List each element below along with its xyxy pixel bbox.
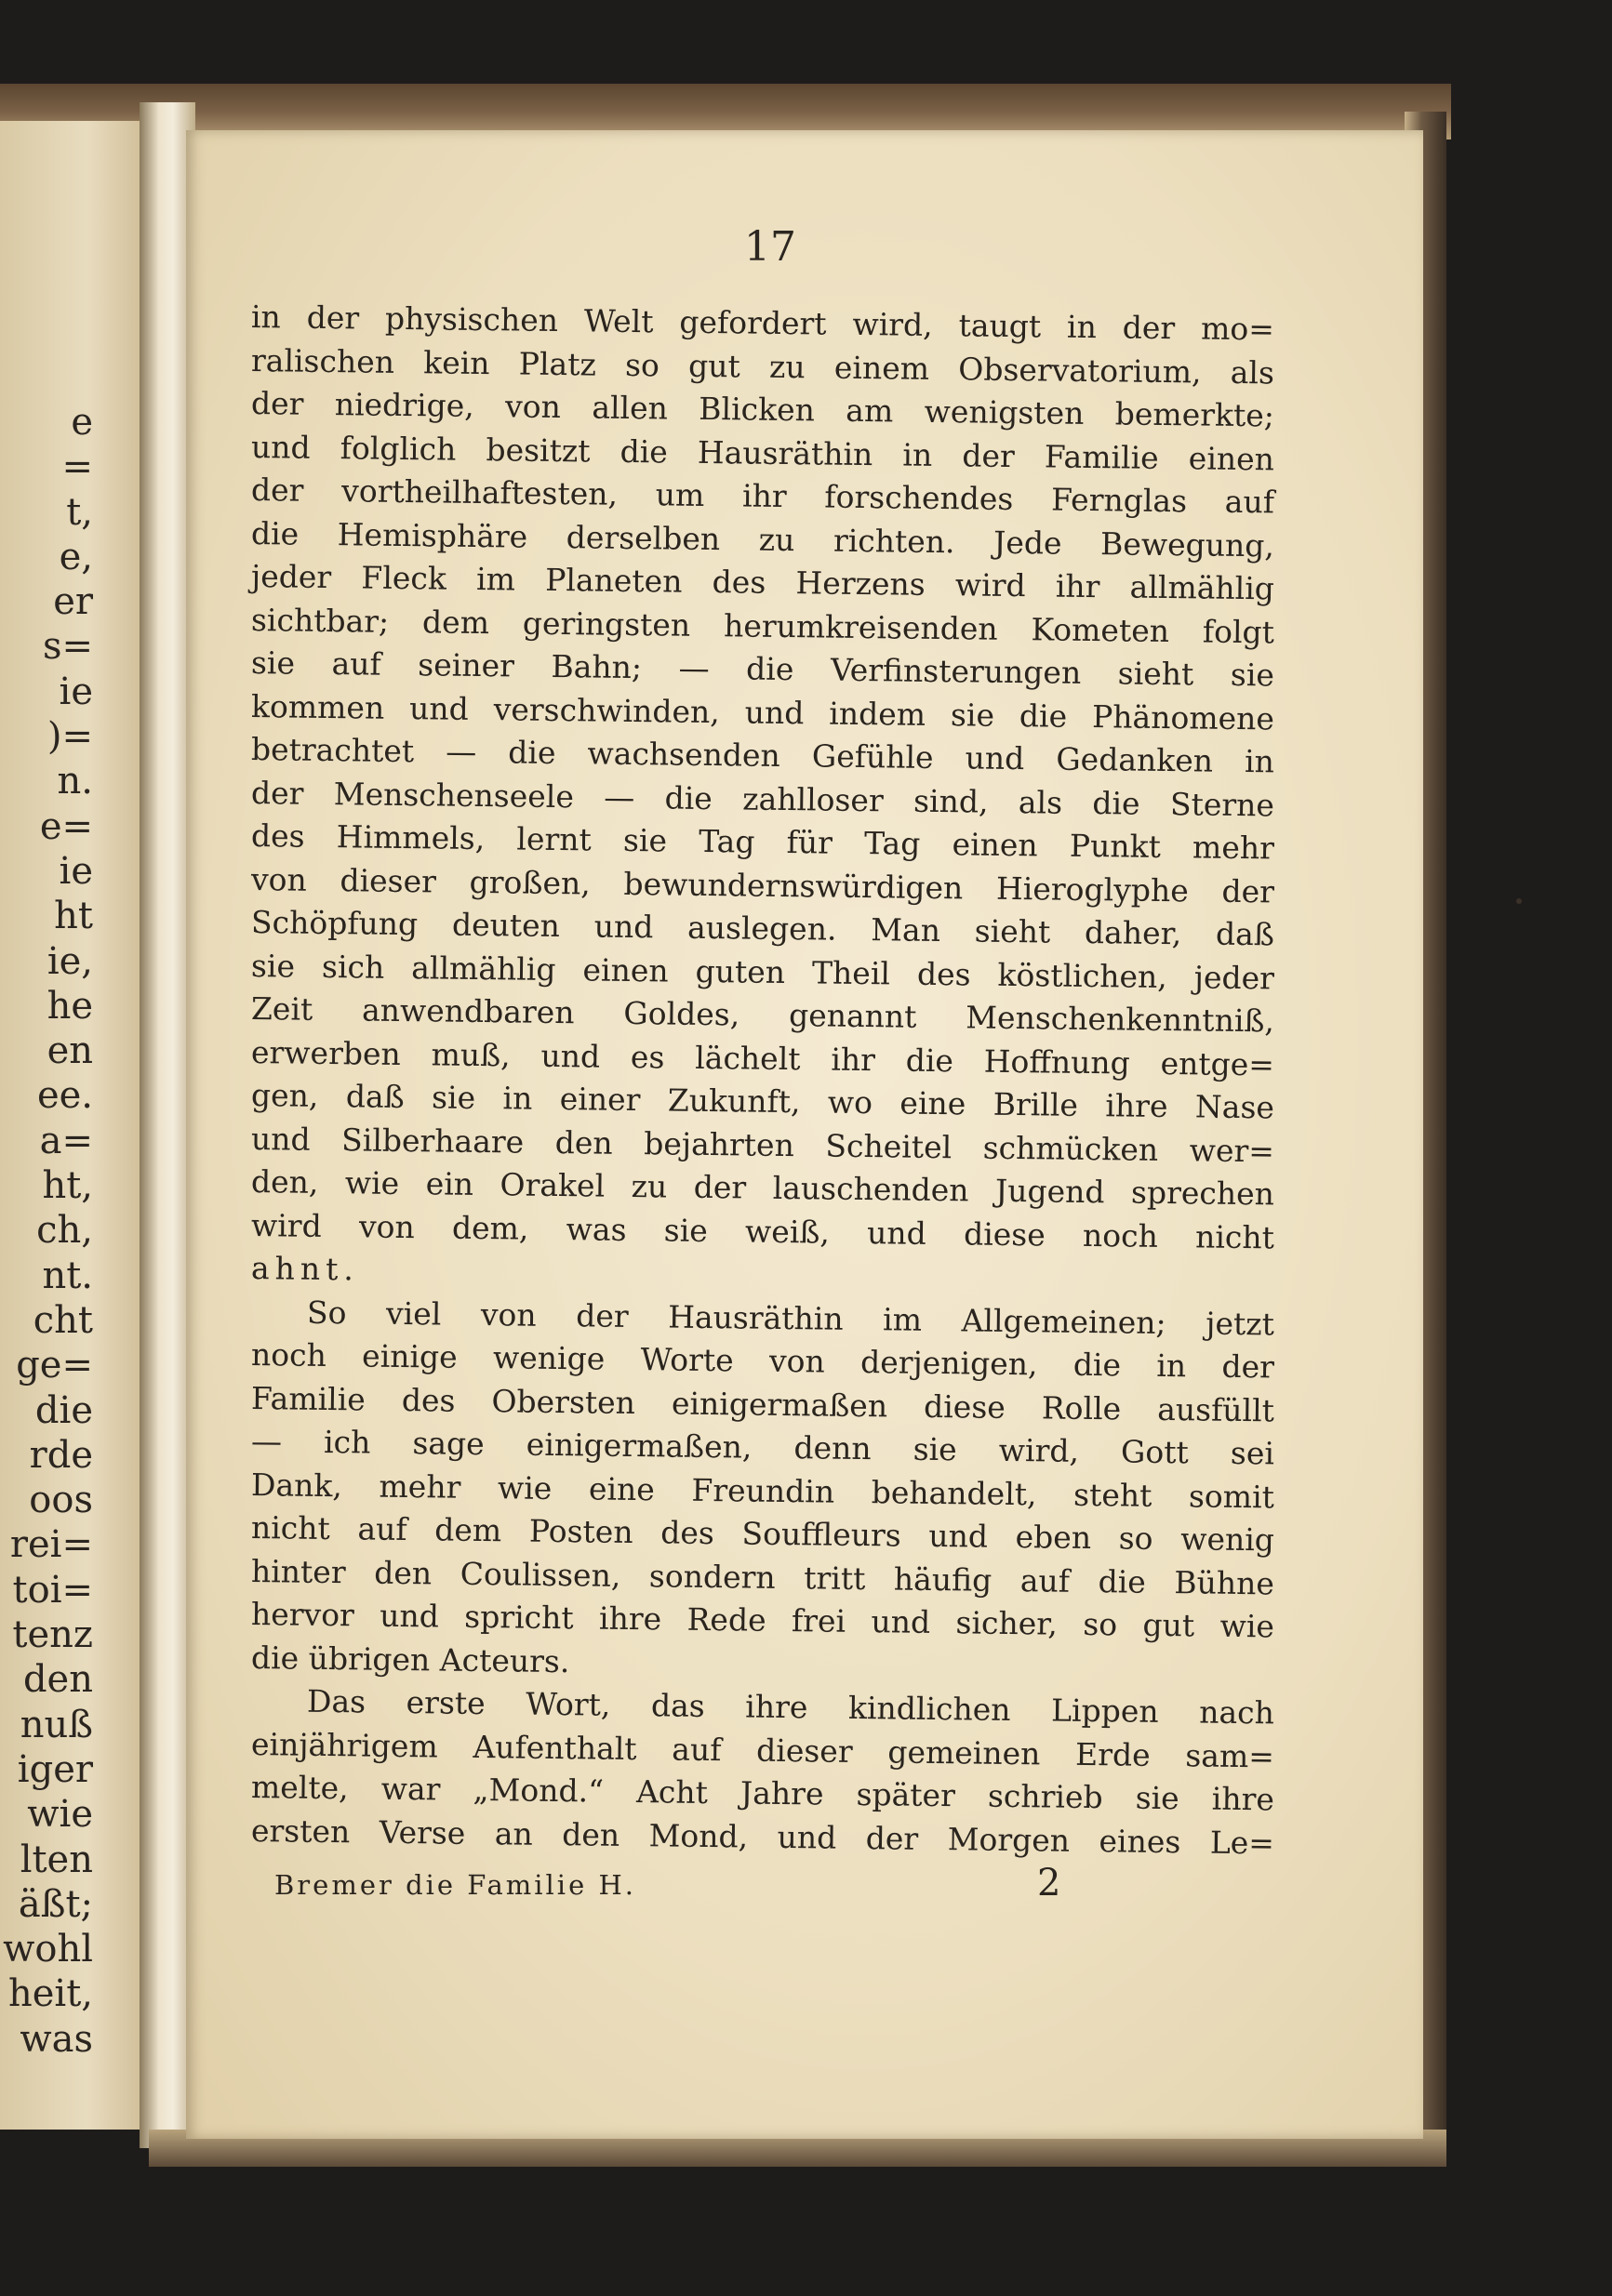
- left-page: [0, 121, 158, 2130]
- text-line: ahnt.: [250, 1250, 360, 1288]
- left-page-fragment: =: [61, 445, 93, 489]
- text-line: Familie des Obersten einigermaßen diese Rolle ausfüllt: [250, 1379, 1275, 1428]
- text-line: melte, war „Mond.“ Acht Jahre später schrieb sie ihre: [250, 1769, 1275, 1818]
- left-page-fragment: he: [47, 984, 93, 1028]
- left-page-fragment: rde: [29, 1433, 93, 1477]
- left-page-fragment: toi=: [12, 1568, 93, 1612]
- text-line: einjährigem Aufenthalt auf dieser gemeinen Erde sam=: [250, 1725, 1275, 1774]
- left-page-fragment: e,: [59, 535, 93, 578]
- text-line: den, wie ein Orakel zu der lauschenden Jugend sprechen: [250, 1163, 1275, 1213]
- left-page-fragment: a=: [39, 1119, 93, 1162]
- text-line: der niedrige, von allen Blicken am wenigsten bemerkte;: [250, 385, 1275, 434]
- left-page-fragment: die: [34, 1388, 93, 1432]
- left-page-fragment: n.: [57, 760, 93, 803]
- text-line: der Menschenseele — die zahlloser sind, als die Sterne: [250, 774, 1275, 823]
- left-page-fragment: nuß: [20, 1703, 93, 1746]
- left-page-fragment: lten: [20, 1838, 93, 1881]
- left-page-fragment: äßt;: [18, 1882, 93, 1926]
- left-page-fragment: ie: [59, 670, 93, 713]
- text-line: Das erste Wort, das ihre kindlichen Lippen nach: [306, 1682, 1275, 1732]
- left-page-fragment: was: [20, 2017, 93, 2061]
- text-line: Schöpfung deuten und auslegen. Man sieht daher, daß: [250, 904, 1275, 953]
- text-line: gen, daß sie in einer Zukunft, wo eine Brille ihre Nase: [250, 1077, 1275, 1126]
- left-page-fragment: oos: [29, 1479, 93, 1522]
- text-line: und folglich besitzt die Hausräthin in der Familie einen: [250, 428, 1275, 477]
- text-line: des Himmels, lernt sie Tag für Tag einen Punkt mehr: [250, 817, 1275, 867]
- left-page-text-fragments: [0, 400, 93, 2062]
- text-line: So viel von der Hausräthin im Allgemeinen; jetzt: [306, 1294, 1275, 1342]
- left-page-fragment: en: [47, 1029, 93, 1073]
- left-page-fragment: ht: [54, 895, 93, 938]
- left-page-fragment: s=: [42, 625, 93, 669]
- left-page-fragment: tenz: [12, 1613, 93, 1657]
- text-line: Dank, mehr wie eine Freundin behandelt, steht somit: [250, 1466, 1275, 1515]
- text-line: ersten Verse an den Mond, und der Morgen eines Le=: [250, 1812, 1275, 1861]
- text-line: ralischen kein Platz so gut zu einem Observatorium, als: [250, 341, 1275, 391]
- left-page-fragment: wohl: [3, 1928, 93, 1971]
- text-line: von dieser großen, bewundernswürdigen Hieroglyphe der: [250, 860, 1275, 909]
- left-page-fragment: er: [53, 580, 93, 624]
- text-line: und Silberhaare den bejahrten Scheitel schmücken wer=: [250, 1120, 1275, 1169]
- text-line: hinter den Coulissen, sondern tritt häufig auf die Bühne: [250, 1552, 1275, 1601]
- text-line: erwerben muß, und es lächelt ihr die Hoffnung entge=: [250, 1033, 1275, 1082]
- text-line: sichtbar; dem geringsten herumkreisenden Kometen folgt: [250, 601, 1275, 650]
- text-line: die übrigen Acteurs.: [250, 1639, 570, 1679]
- paper-speck: [1516, 898, 1522, 904]
- text-line: in der physischen Welt gefordert wird, taugt in der mo=: [250, 299, 1275, 348]
- page-number: 17: [744, 223, 796, 271]
- left-page-fragment: heit,: [7, 1972, 93, 2016]
- left-page-fragment: e=: [39, 804, 93, 848]
- signature-line: Bremer die Familie H.: [274, 1869, 636, 1901]
- left-page-fragment: ch,: [36, 1209, 93, 1253]
- left-page-fragment: rei=: [9, 1523, 93, 1567]
- left-page-fragment: wie: [27, 1793, 93, 1837]
- left-page-fragment: e: [71, 401, 93, 444]
- text-line: kommen und verschwinden, und indem sie die Phänomene: [250, 687, 1275, 737]
- left-page-fragment: den: [22, 1658, 93, 1702]
- left-page-fragment: )=: [47, 715, 93, 759]
- left-page-fragment: ge=: [16, 1344, 93, 1387]
- left-page-fragment: ie: [59, 849, 93, 893]
- text-line: sie auf seiner Bahn; — die Verfinsterungen sieht sie: [250, 644, 1275, 694]
- left-page-fragment: ht,: [42, 1164, 93, 1208]
- left-page-fragment: ie,: [47, 939, 93, 983]
- left-page-fragment: nt.: [42, 1254, 93, 1297]
- left-page-fragment: t,: [66, 490, 93, 534]
- left-page-fragment: ee.: [36, 1074, 93, 1118]
- text-line: jeder Fleck im Planeten des Herzens wird ihr allmählig: [250, 558, 1275, 607]
- page-text-block: [250, 296, 1275, 1861]
- text-line: der vortheilhaftesten, um ihr forschendes Fernglas auf: [250, 471, 1275, 521]
- sheet-number: 2: [1037, 1862, 1061, 1904]
- text-line: sie sich allmählig einen guten Theil des köstlichen, jeder: [250, 947, 1275, 996]
- text-line: betrachtet — die wachsenden Gefühle und Gedanken in: [250, 731, 1275, 780]
- text-line: wird von dem, was sie weiß, und diese noch nicht: [250, 1206, 1275, 1255]
- text-line: Zeit anwendbaren Goldes, genannt Menschenkenntniß,: [250, 990, 1275, 1040]
- text-line: nicht auf dem Posten des Souffleurs und eben so wenig: [250, 1509, 1275, 1559]
- text-line: die Hemisphäre derselben zu richten. Jede Bewegung,: [250, 514, 1275, 564]
- left-page-fragment: iger: [17, 1747, 93, 1791]
- text-line: hervor und spricht ihre Rede frei und sicher, so gut wie: [250, 1596, 1275, 1645]
- right-page: [186, 130, 1423, 2139]
- left-page-fragment: cht: [33, 1298, 93, 1342]
- text-line: noch einige wenige Worte von derjenigen, die in der: [250, 1336, 1275, 1386]
- text-line: — ich sage einigermaßen, denn sie wird, Gott sei: [250, 1423, 1275, 1472]
